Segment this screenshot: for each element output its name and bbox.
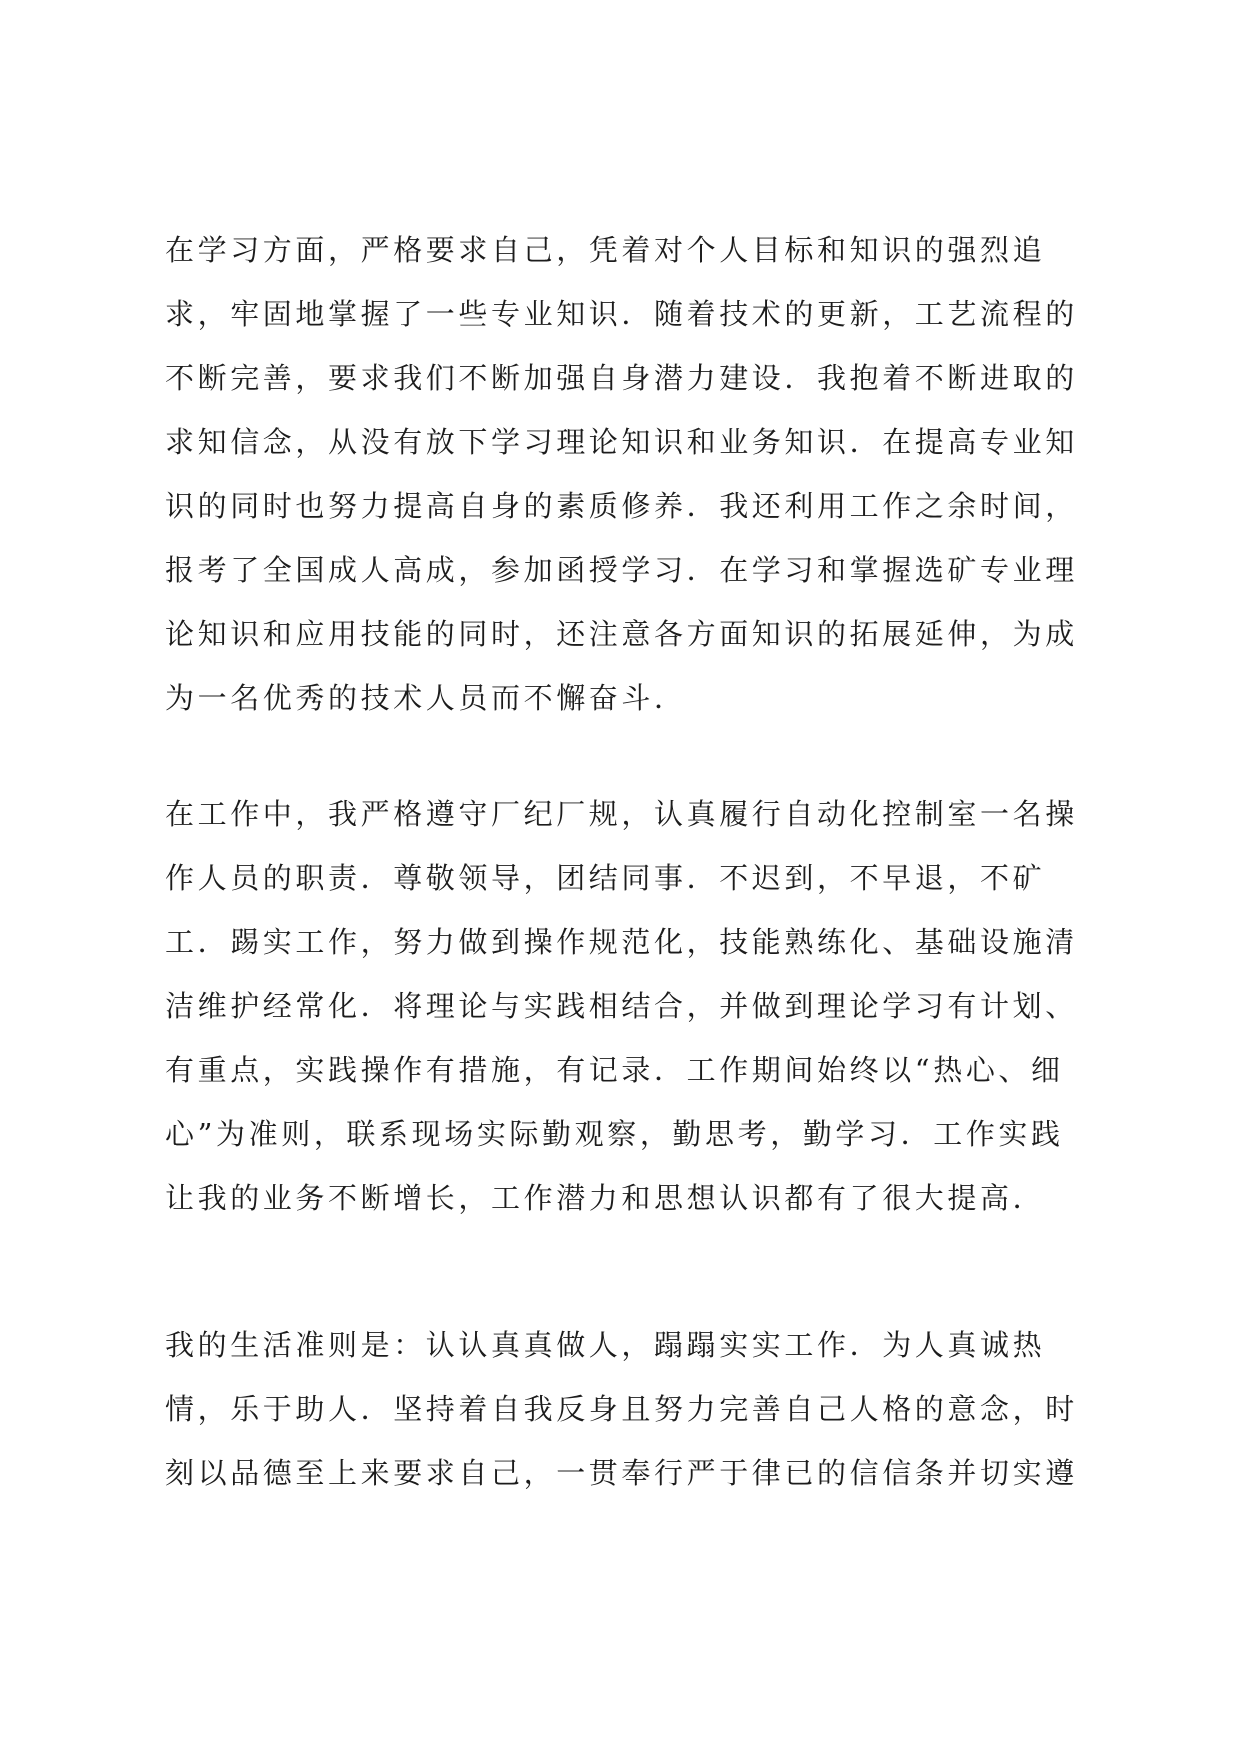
paragraph-line: 论知识和应用技能的同时，还注意各方面知识的拓展延伸，为成 bbox=[165, 617, 1078, 651]
paragraph-line: 识的同时也努力提高自身的素质修养．我还利用工作之余时间， bbox=[165, 489, 1078, 523]
paragraph-line: 洁维护经常化．将理论与实践相结合，并做到理论学习有计划、 bbox=[165, 989, 1078, 1023]
paragraph-line: 让我的业务不断增长，工作潜力和思想认识都有了很大提高． bbox=[165, 1181, 1046, 1215]
paragraph-line: 求知信念，从没有放下学习理论知识和业务知识．在提高专业知 bbox=[165, 425, 1078, 459]
paragraph-life bbox=[165, 1313, 1095, 1505]
paragraph-line: 我的生活准则是：认认真真做人，蹋蹋实实工作．为人真诚热 bbox=[165, 1328, 1046, 1362]
paragraph-study bbox=[165, 218, 1095, 730]
paragraph-line: 不断完善，要求我们不断加强自身潜力建设．我抱着不断进取的 bbox=[165, 361, 1078, 395]
paragraph-line: 求，牢固地掌握了一些专业知识．随着技术的更新，工艺流程的 bbox=[165, 297, 1078, 331]
paragraph-line: 为一名优秀的技术人员而不懈奋斗． bbox=[165, 681, 687, 715]
paragraph-line: 工．踢实工作，努力做到操作规范化，技能熟练化、基础设施清 bbox=[165, 925, 1078, 959]
paragraph-line: 情，乐于助人．坚持着自我反身且努力完善自己人格的意念，时 bbox=[165, 1392, 1078, 1426]
paragraph-line: 在工作中，我严格遵守厂纪厂规，认真履行自动化控制室一名操 bbox=[165, 797, 1078, 831]
paragraph-line: 有重点，实践操作有措施，有记录．工作期间始终以“热心、细 bbox=[165, 1053, 1064, 1087]
paragraph-work bbox=[165, 782, 1095, 1230]
paragraph-line: 在学习方面，严格要求自己，凭着对个人目标和知识的强烈追 bbox=[165, 233, 1046, 267]
paragraph-line: 刻以品德至上来要求自己，一贯奉行严于律已的信信条并切实遵 bbox=[165, 1456, 1078, 1490]
paragraph-line: 作人员的职责．尊敬领导，团结同事．不迟到，不早退，不矿 bbox=[165, 861, 1046, 895]
paragraph-line: 报考了全国成人高成，参加函授学习．在学习和掌握选矿专业理 bbox=[165, 553, 1078, 587]
paragraph-line: 心”为准则，联系现场实际勤观察，勤思考，勤学习．工作实践 bbox=[165, 1117, 1064, 1151]
